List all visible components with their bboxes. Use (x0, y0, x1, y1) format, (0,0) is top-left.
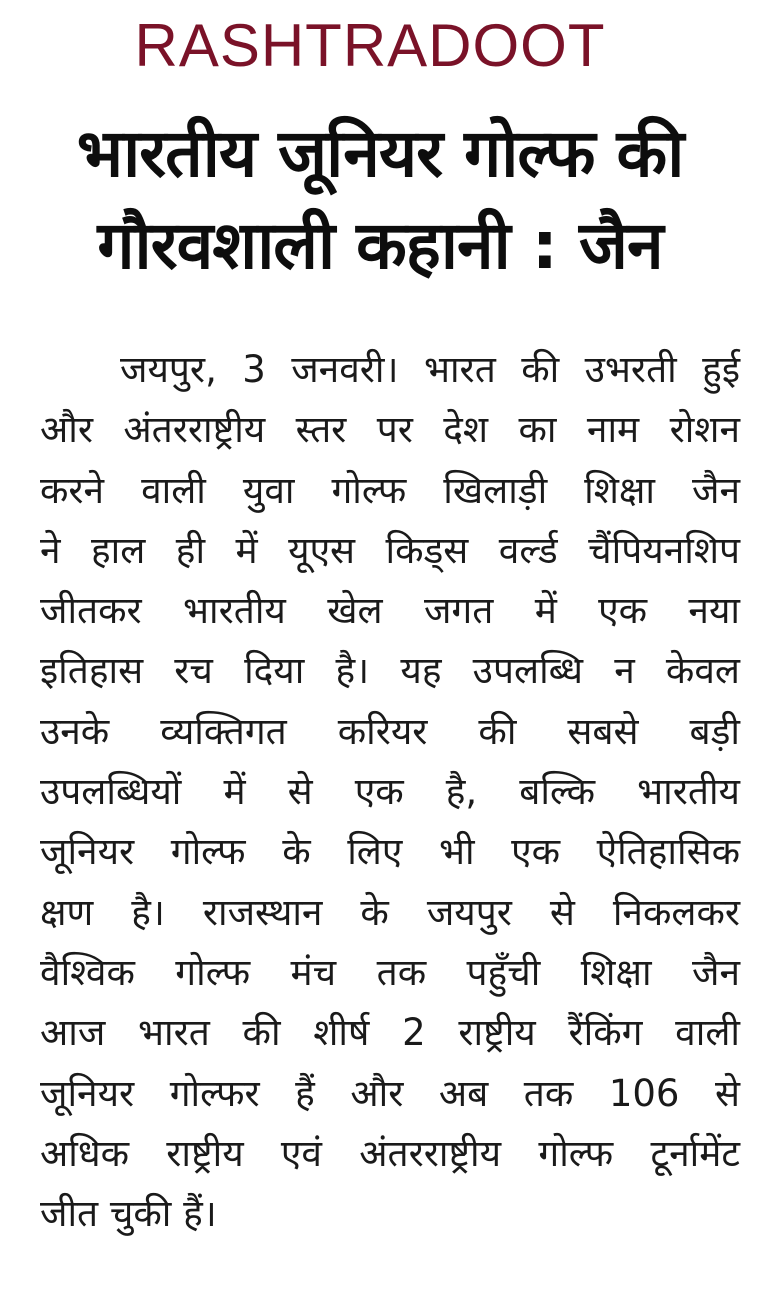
body-line: जीतकर भारतीय खेल जगत में एक नया (40, 589, 740, 633)
body-line: जयपुर, 3 जनवरी। भारत की उभरती हुई (120, 348, 740, 391)
body-line: करने वाली युवा गोल्फ खिलाड़ी शिक्षा जैन (40, 468, 740, 512)
body-line: उपलब्धियों में से एक है, बल्कि भारतीय (40, 770, 740, 814)
body-line: इतिहास रच दिया है। यह उपलब्धि न केवल (40, 649, 740, 693)
article-body (40, 340, 740, 1244)
article-headline (20, 108, 740, 292)
body-line: जूनियर गोल्फ के लिए भी एक ऐतिहासिक (40, 830, 740, 874)
body-line: और अंतरराष्ट्रीय स्तर पर देश का नाम रोशन (40, 408, 740, 452)
body-line: क्षण है। राजस्थान के जयपुर से निकलकर (40, 890, 740, 934)
body-line: अधिक राष्ट्रीय एवं अंतरराष्ट्रीय गोल्फ टूर्नामेंट (40, 1131, 740, 1175)
body-line: ने हाल ही में यूएस किड्स वर्ल्ड चैंपियनशिप (40, 528, 740, 572)
publication-masthead: RASHTRADOOT (134, 12, 606, 79)
headline-line: भारतीय जूनियर गोल्फ की (76, 115, 684, 192)
body-line: जूनियर गोल्फर हैं और अब तक 106 से (40, 1071, 740, 1115)
body-line: वैश्विक गोल्फ मंच तक पहुँची शिक्षा जैन (40, 950, 740, 994)
headline-line: गौरवशाली कहानी : जैन (97, 207, 663, 284)
body-line: आज भारत की शीर्ष 2 राष्ट्रीय रैंकिंग वाली (40, 1011, 740, 1055)
body-line: जीत चुकी हैं। (40, 1192, 217, 1236)
body-line: उनके व्यक्तिगत करियर की सबसे बड़ी (40, 709, 740, 753)
